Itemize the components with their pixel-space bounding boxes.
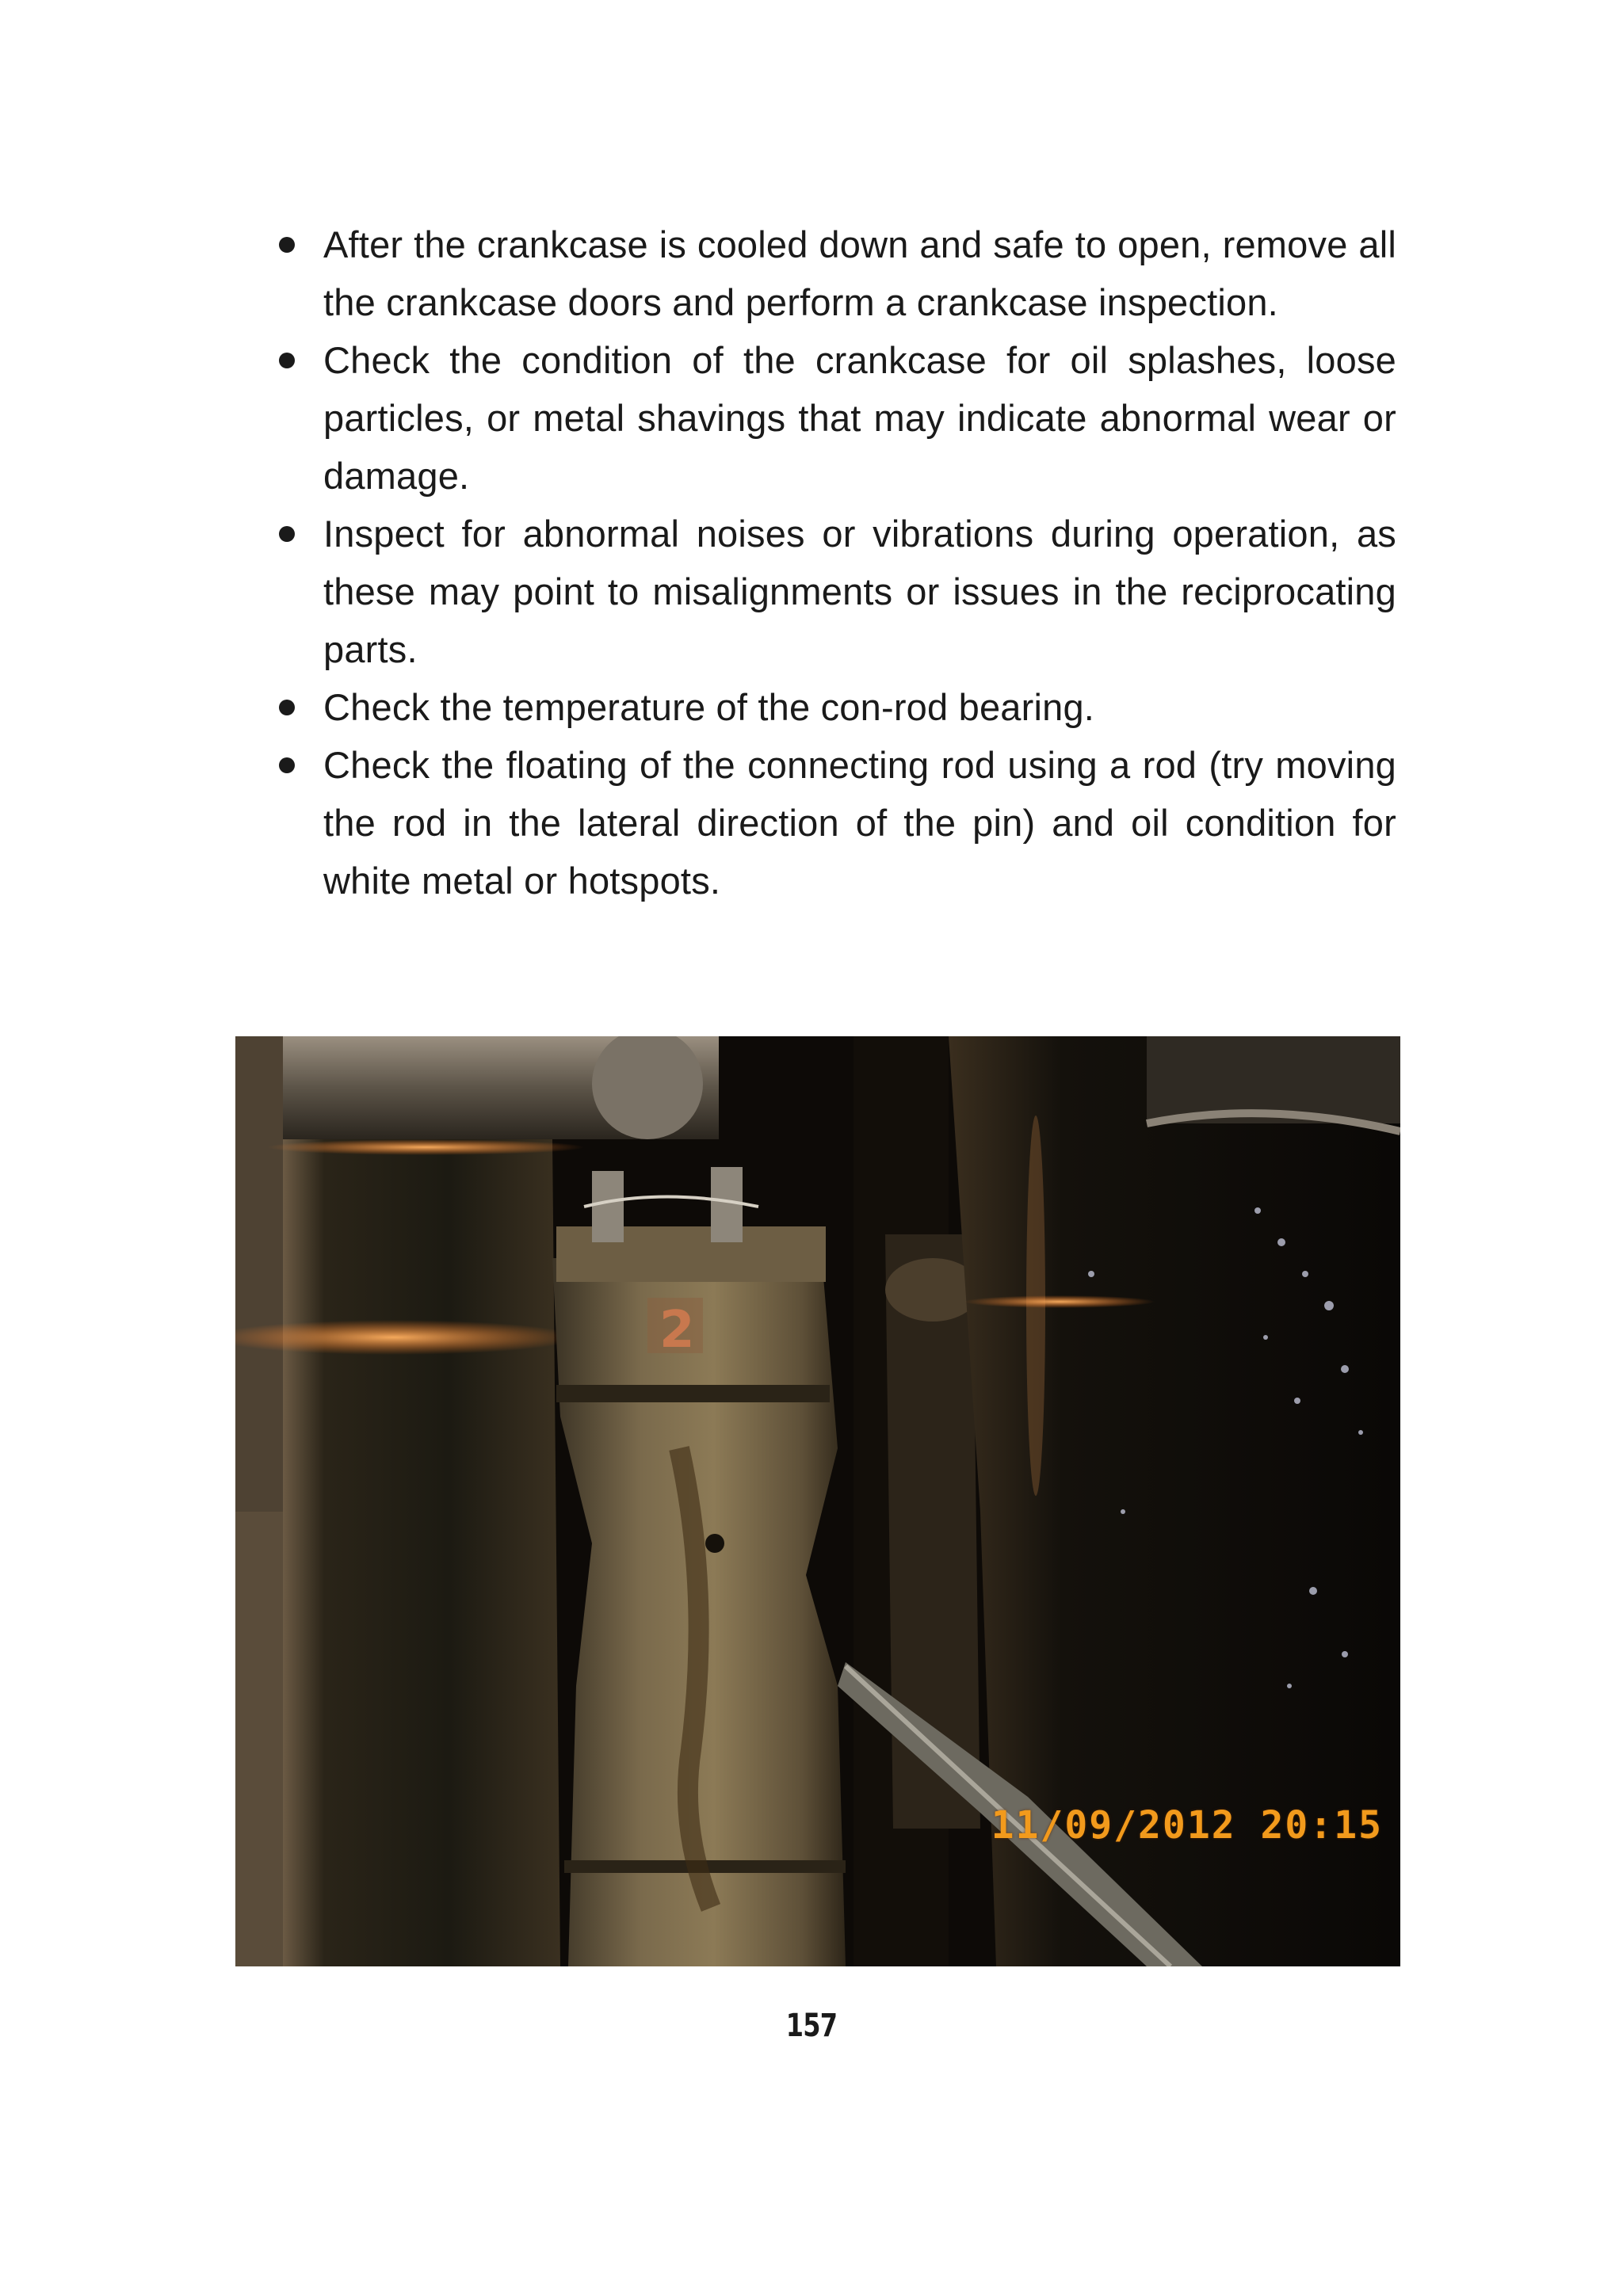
- bullet-dot-icon: [279, 757, 295, 773]
- bullet-text: After the crankcase is cooled down and safe to open, remove all the crankcase doors and perform a crankcase inspection.: [323, 223, 1396, 323]
- bullet-dot-icon: [279, 353, 295, 368]
- bullet-text: Check the condition of the crankcase for oil splashes, loose particles, or metal shavings that may indicate abnormal wear or damage.: [323, 339, 1396, 497]
- photo-timestamp: 11/09/2012 20:15: [991, 1803, 1383, 1848]
- crankcase-photo: [235, 1036, 1400, 1966]
- bullet-dot-icon: [279, 237, 295, 253]
- inspection-bullet-list: [279, 215, 1396, 910]
- bullet-dot-icon: [279, 700, 295, 715]
- page-number: 157: [785, 2008, 838, 2044]
- bullet-text: Inspect for abnormal noises or vibrations during operation, as these may point to misalignments or issues in the reciprocating parts.: [323, 513, 1396, 670]
- bullet-item: [279, 215, 1396, 331]
- bullet-item: [279, 678, 1396, 736]
- bullet-item: [279, 736, 1396, 910]
- rod-number-marking: 2: [659, 1301, 695, 1360]
- bullet-item: [279, 331, 1396, 505]
- bullet-text: Check the floating of the connecting rod using a rod (try moving the rod in the lateral direction of the pin) and oil condition for white metal or hotspots.: [323, 744, 1396, 902]
- bullet-dot-icon: [279, 526, 295, 542]
- bullet-item: [279, 505, 1396, 678]
- bullet-text: Check the temperature of the con-rod bearing.: [323, 686, 1095, 728]
